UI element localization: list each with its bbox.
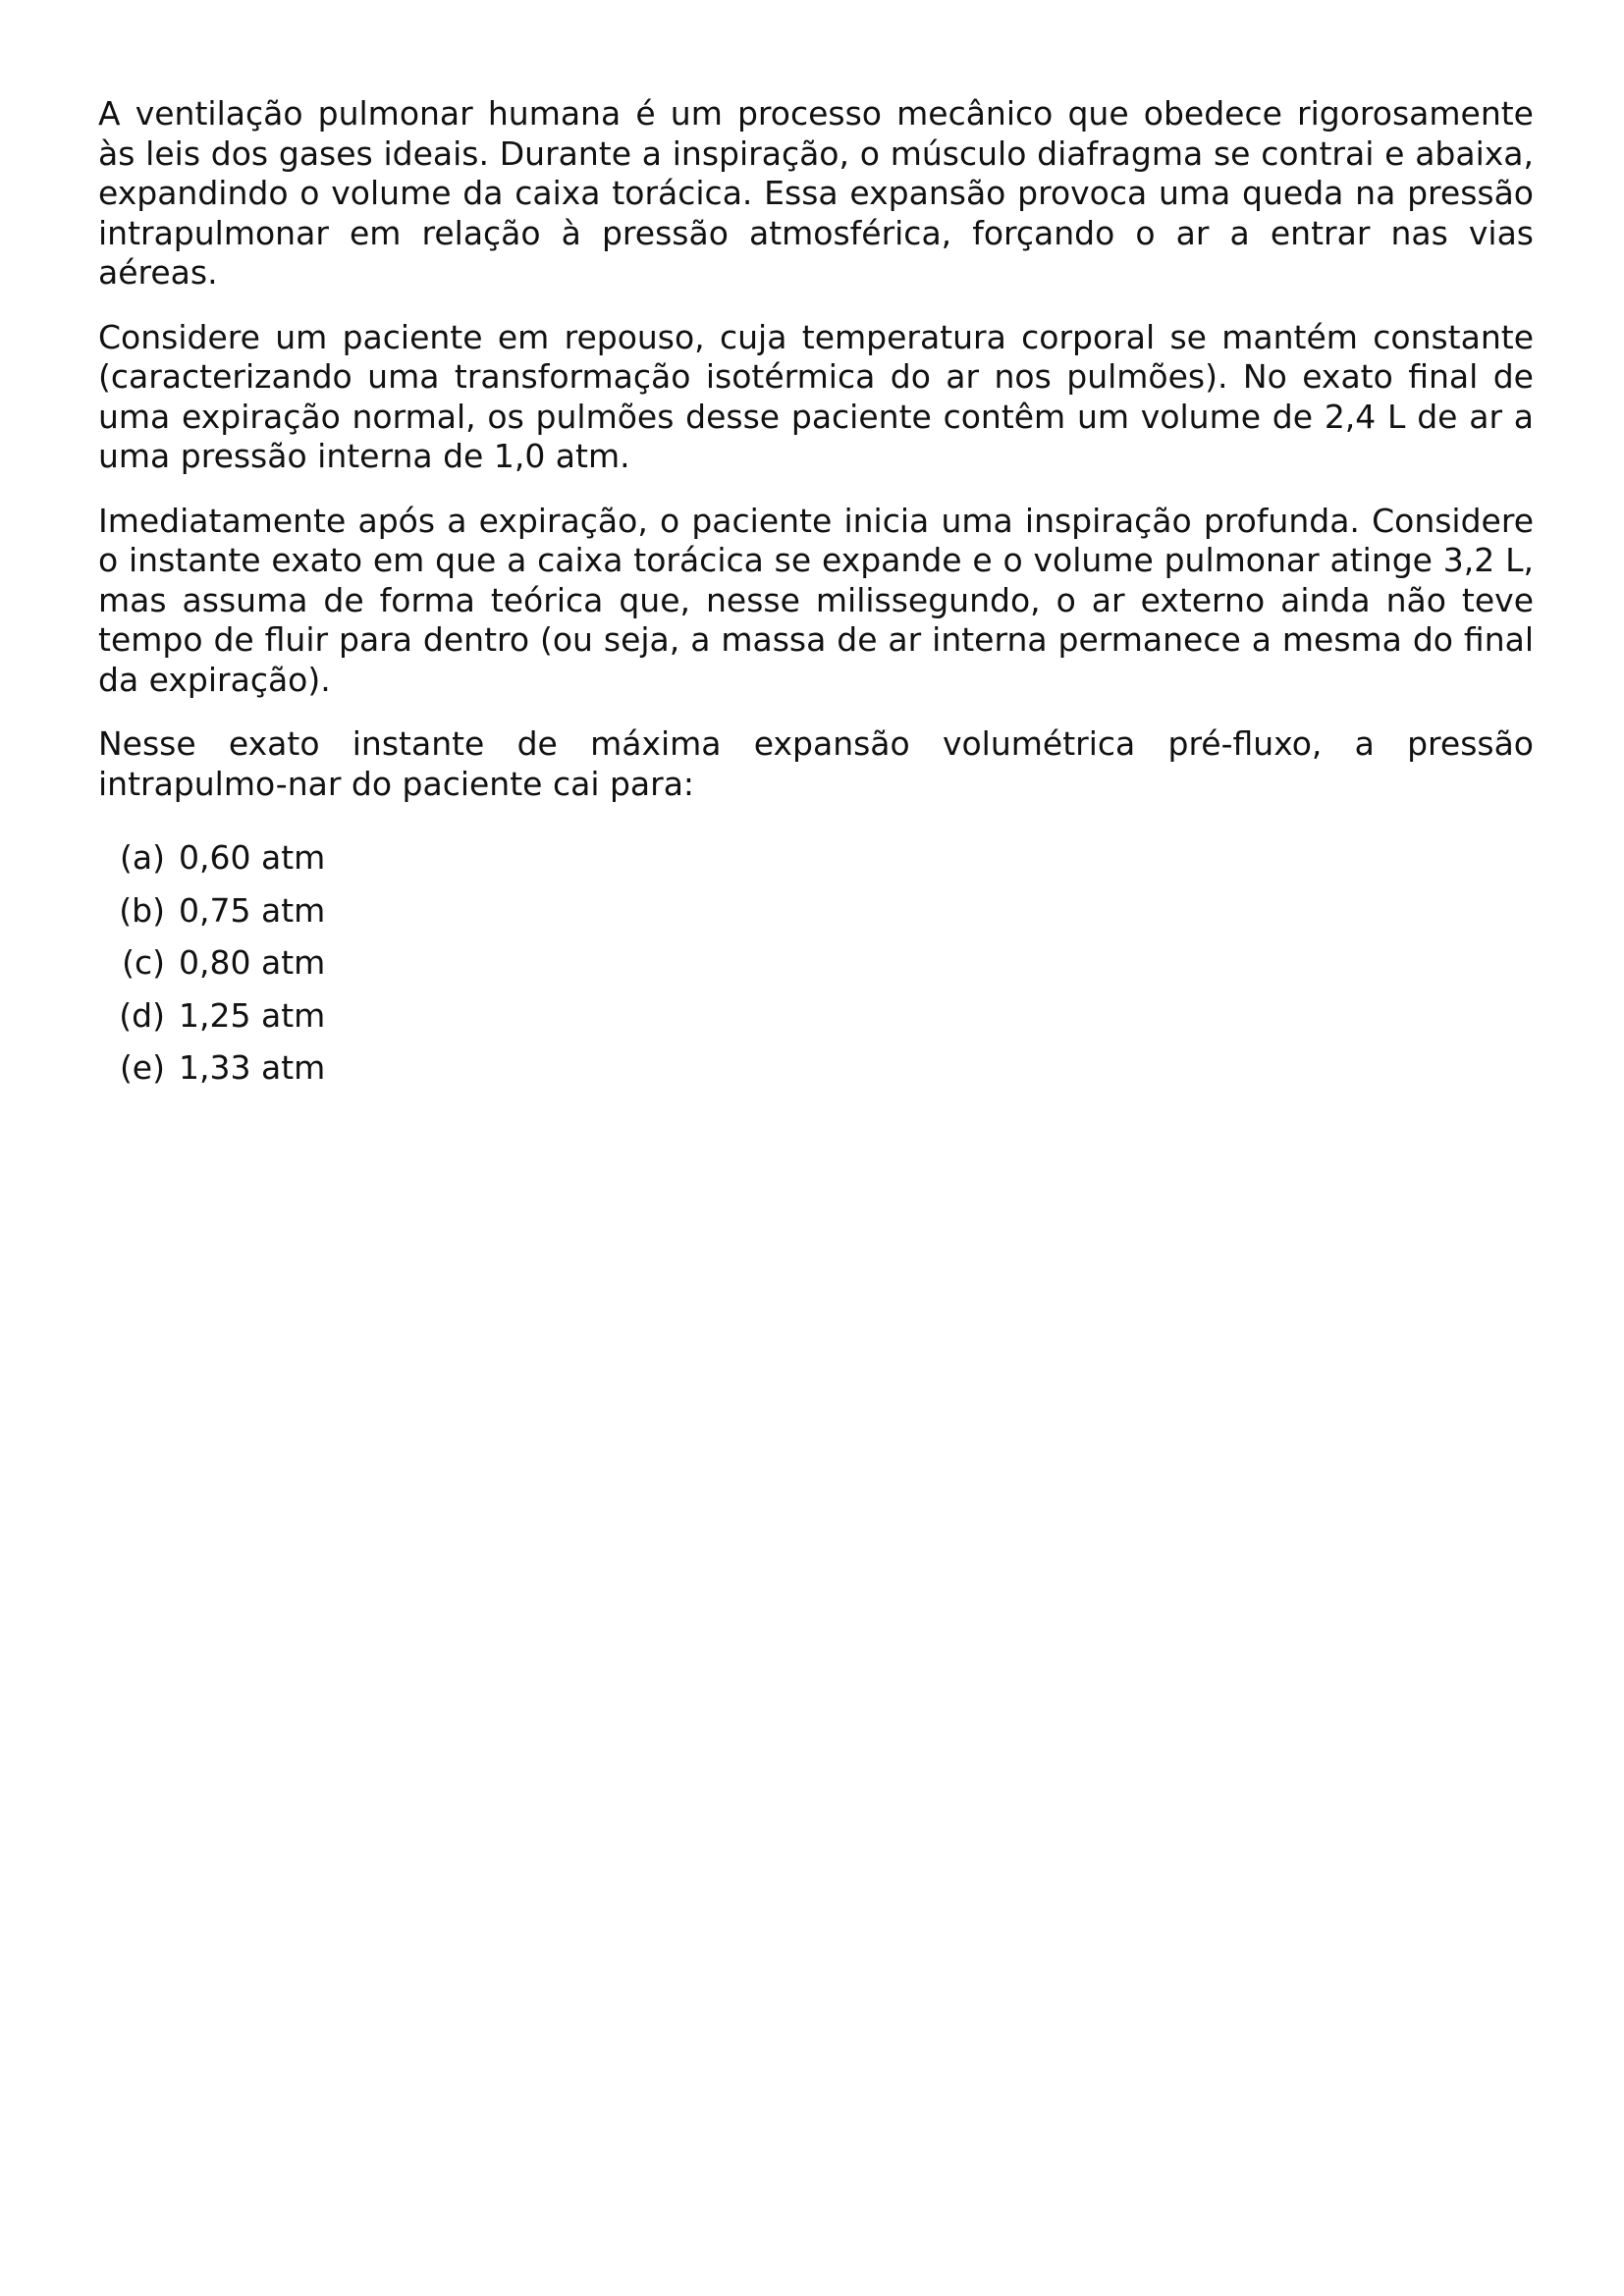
option-letter: (e) <box>119 1048 165 1087</box>
question-paragraph: Considere um paciente em repouso, cuja temperatura corporal se mantém constante (caracterizando uma transformação isotérmica do ar nos pulmões). No exato final de uma expiração normal, os pulmões desse paciente contêm um volume de 2,4 L de ar a uma pressão interna de 1,0 atm. <box>98 317 1534 475</box>
option-text: 1,33 atm <box>179 1048 326 1087</box>
answer-options-list <box>98 838 1534 1088</box>
option-letter: (a) <box>120 838 165 877</box>
answer-option-e <box>98 1048 1534 1088</box>
answer-option-c <box>98 943 1534 983</box>
option-text: 1,25 atm <box>179 995 326 1035</box>
option-letter: (c) <box>122 943 165 982</box>
option-text: 0,80 atm <box>179 943 326 982</box>
question-block <box>98 94 1534 1101</box>
question-paragraph: A ventilação pulmonar humana é um processo mecânico que obedece rigorosamente às leis dos gases ideais. Durante a inspiração, o músculo diafragma se contrai e abaixa, expandindo o volume da caixa torácica. Essa expansão provoca uma queda na pressão intrapulmonar em relação à pressão atmosférica, forçando o ar a entrar nas vias aéreas. <box>98 94 1534 292</box>
option-letter: (b) <box>119 890 165 930</box>
option-text: 0,60 atm <box>179 838 326 877</box>
answer-option-d <box>98 996 1534 1036</box>
answer-option-a <box>98 838 1534 878</box>
question-paragraph: Imediatamente após a expiração, o paciente inicia uma inspiração profunda. Considere o instante exato em que a caixa torácica se expande e o volume pulmonar atinge 3,2 L, mas assuma de forma teórica que, nesse milissegundo, o ar externo ainda não teve tempo de fluir para dentro (ou seja, a massa de ar interna permanece a mesma do final da expiração). <box>98 501 1534 699</box>
answer-option-b <box>98 891 1534 931</box>
option-text: 0,75 atm <box>179 890 326 930</box>
option-letter: (d) <box>119 995 165 1035</box>
question-prompt: Nesse exato instante de máxima expansão volumétrica pré-fluxo, a pressão intrapulmo-nar do paciente cai para: <box>98 724 1534 803</box>
